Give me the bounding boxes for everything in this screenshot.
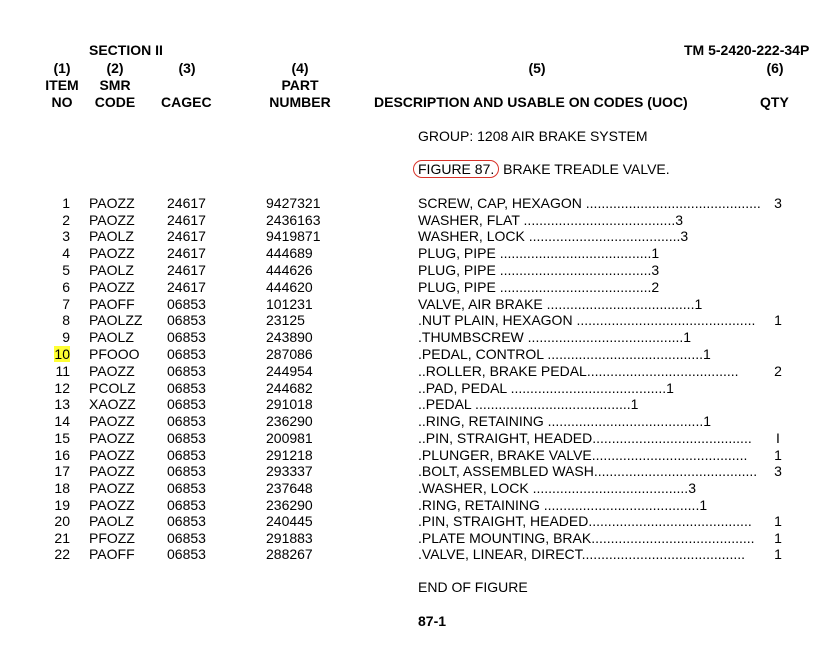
description: .RING, RETAINING ........................................1 — [418, 497, 708, 513]
part-number: 244954 — [266, 363, 313, 379]
part-number: 237648 — [266, 480, 313, 496]
group-line: GROUP: 1208 AIR BRAKE SYSTEM — [418, 128, 648, 144]
description: .PIN, STRAIGHT, HEADED.......................................... — [418, 513, 752, 529]
col3-label: CAGEC — [161, 94, 212, 110]
smr-code: PAOZZ — [89, 463, 135, 479]
cage-code: 06853 — [167, 447, 206, 463]
table-row — [0, 430, 823, 447]
item-no: 8 — [62, 312, 70, 328]
smr-code: PFOZZ — [89, 530, 135, 546]
item-no: 19 — [54, 497, 70, 513]
description: .THUMBSCREW ........................................1 — [418, 329, 692, 345]
cage-code: 06853 — [167, 396, 206, 412]
description: .WASHER, LOCK ........................................3 — [418, 480, 696, 496]
table-row — [0, 497, 823, 514]
part-number: 200981 — [266, 430, 313, 446]
cage-code: 24617 — [167, 195, 206, 211]
description: PLUG, PIPE .......................................3 — [418, 262, 660, 278]
smr-code: PAOZZ — [89, 497, 135, 513]
quantity: 2 — [774, 363, 782, 379]
cage-code: 06853 — [167, 363, 206, 379]
description: VALVE, AIR BRAKE ......................................1 — [418, 296, 703, 312]
cage-code: 06853 — [167, 497, 206, 513]
part-number: 444689 — [266, 245, 313, 261]
description: ..RING, RETAINING ........................................1 — [418, 413, 712, 429]
quantity: 1 — [774, 312, 782, 328]
table-row — [0, 329, 823, 346]
description: .PLATE MOUNTING, BRAK.......................................... — [418, 530, 755, 546]
end-of-figure: END OF FIGURE — [418, 579, 528, 595]
quantity: 3 — [774, 195, 782, 211]
table-row — [0, 513, 823, 530]
part-number: 23125 — [266, 312, 305, 328]
col5-number: (5) — [528, 60, 546, 76]
cage-code: 24617 — [167, 228, 206, 244]
description: .BOLT, ASSEMBLED WASH.......................................... — [418, 463, 758, 479]
part-number: 287086 — [266, 346, 313, 362]
part-number: 236290 — [266, 413, 313, 429]
smr-code: PAOZZ — [89, 480, 135, 496]
smr-code: PAOLZ — [89, 329, 134, 345]
cage-code: 06853 — [167, 380, 206, 396]
table-row — [0, 396, 823, 413]
item-no: 21 — [54, 530, 70, 546]
table-row — [0, 312, 823, 329]
cage-code: 24617 — [167, 212, 206, 228]
col1-number: (1) — [53, 60, 71, 76]
item-no: 20 — [54, 513, 70, 529]
part-number: 291018 — [266, 396, 313, 412]
quantity: 1 — [774, 513, 782, 529]
description: ..PIN, STRAIGHT, HEADED......................................... — [418, 430, 752, 446]
smr-code: PAOZZ — [89, 413, 135, 429]
col2-label-line1: SMR — [99, 77, 131, 93]
part-number: 291883 — [266, 530, 313, 546]
description: .VALVE, LINEAR, DIRECT.......................................... — [418, 546, 746, 562]
col2-label-line2: CODE — [94, 94, 136, 110]
item-no: 13 — [54, 396, 70, 412]
part-number: 236290 — [266, 497, 313, 513]
smr-code: PCOLZ — [89, 380, 136, 396]
item-no — [42, 346, 70, 363]
part-number: 244682 — [266, 380, 313, 396]
table-row — [0, 279, 823, 296]
description: WASHER, FLAT .......................................3 — [418, 212, 684, 228]
smr-code: PAOLZ — [89, 262, 134, 278]
section-title: SECTION II — [89, 42, 163, 58]
part-number: 288267 — [266, 546, 313, 562]
col3-number: (3) — [178, 60, 196, 76]
part-number: 293337 — [266, 463, 313, 479]
item-no: 15 — [54, 430, 70, 446]
tm-number: TM 5-2420-222-34P — [684, 42, 810, 58]
quantity: I — [776, 430, 780, 446]
cage-code: 06853 — [167, 329, 206, 345]
part-number: 9419871 — [266, 228, 321, 244]
item-no: 16 — [54, 447, 70, 463]
item-no: 17 — [54, 463, 70, 479]
item-no: 5 — [62, 262, 70, 278]
smr-code: PAOLZ — [89, 513, 134, 529]
smr-code: PAOLZZ — [89, 312, 143, 328]
cage-code: 06853 — [167, 463, 206, 479]
table-row — [0, 447, 823, 464]
col1-label-line2: NO — [51, 94, 73, 110]
col1-label-line1: ITEM — [45, 77, 79, 93]
col6-number: (6) — [766, 60, 784, 76]
description: WASHER, LOCK .......................................3 — [418, 228, 689, 244]
item-no: 9 — [62, 329, 70, 345]
smr-code: PAOZZ — [89, 245, 135, 261]
part-number: 9427321 — [266, 195, 321, 211]
cage-code: 06853 — [167, 480, 206, 496]
table-row — [0, 530, 823, 547]
item-no: 22 — [54, 546, 70, 562]
highlighted-item-no: 10 — [54, 346, 70, 362]
quantity: 1 — [774, 447, 782, 463]
item-no: 6 — [62, 279, 70, 295]
cage-code: 06853 — [167, 312, 206, 328]
cage-code: 06853 — [167, 546, 206, 562]
part-number: 291218 — [266, 447, 313, 463]
description: .PLUNGER, BRAKE VALVE........................................ — [418, 447, 748, 463]
figure-ref[interactable]: FIGURE 87. — [413, 160, 499, 178]
table-row — [0, 296, 823, 313]
part-number: 444620 — [266, 279, 313, 295]
part-number: 2436163 — [266, 212, 321, 228]
part-number: 243890 — [266, 329, 313, 345]
col4-label-line1: PART — [281, 77, 319, 93]
item-no: 1 — [62, 195, 70, 211]
cage-code: 06853 — [167, 413, 206, 429]
cage-code: 24617 — [167, 279, 206, 295]
table-row — [0, 463, 823, 480]
item-no: 14 — [54, 413, 70, 429]
figure-title: BRAKE TREADLE VALVE. — [499, 161, 670, 177]
table-row — [0, 480, 823, 497]
table-row — [0, 363, 823, 380]
smr-code: PAOZZ — [89, 430, 135, 446]
table-row — [0, 380, 823, 397]
quantity: 3 — [774, 463, 782, 479]
table-row — [0, 245, 823, 262]
table-row — [0, 228, 823, 245]
item-no: 12 — [54, 380, 70, 396]
smr-code: PAOZZ — [89, 212, 135, 228]
item-no: 11 — [55, 363, 70, 379]
part-number: 240445 — [266, 513, 313, 529]
description: ..ROLLER, BRAKE PEDAL....................................... — [418, 363, 739, 379]
cage-code: 24617 — [167, 245, 206, 261]
description: .NUT PLAIN, HEXAGON .............................................. — [418, 312, 756, 328]
item-no: 18 — [54, 480, 70, 496]
cage-code: 06853 — [167, 530, 206, 546]
cage-code: 06853 — [167, 296, 206, 312]
description: SCREW, CAP, HEXAGON ............................................. — [418, 195, 761, 211]
cage-code: 06853 — [167, 346, 206, 362]
smr-code: PAOZZ — [89, 279, 135, 295]
item-no: 4 — [62, 245, 70, 261]
col5-label: DESCRIPTION AND USABLE ON CODES (UOC) — [374, 94, 688, 110]
col4-number: (4) — [291, 60, 309, 76]
quantity: 1 — [774, 546, 782, 562]
table-row — [0, 212, 823, 229]
smr-code: XAOZZ — [89, 396, 136, 412]
cage-code: 06853 — [167, 513, 206, 529]
smr-code: PAOLZ — [89, 228, 134, 244]
description: PLUG, PIPE .......................................2 — [418, 279, 660, 295]
smr-code: PAOZZ — [89, 195, 135, 211]
table-row — [0, 413, 823, 430]
part-number: 101231 — [266, 296, 313, 312]
smr-code: PAOFF — [89, 296, 135, 312]
smr-code: PAOZZ — [89, 363, 135, 379]
table-row — [0, 546, 823, 563]
figure-line — [418, 161, 670, 178]
part-number: 444626 — [266, 262, 313, 278]
table-row — [0, 262, 823, 279]
smr-code: PAOFF — [89, 546, 135, 562]
col4-label-line2: NUMBER — [269, 94, 331, 110]
item-no: 7 — [62, 296, 70, 312]
description: PLUG, PIPE .......................................1 — [418, 245, 660, 261]
description: ..PEDAL ........................................1 — [418, 396, 639, 412]
quantity: 1 — [774, 530, 782, 546]
description: .PEDAL, CONTROL ........................................1 — [418, 346, 711, 362]
page-number: 87-1 — [418, 613, 447, 629]
col6-label: QTY — [760, 94, 789, 110]
table-row-highlighted — [0, 346, 823, 363]
smr-code: PAOZZ — [89, 447, 135, 463]
cage-code: 24617 — [167, 262, 206, 278]
smr-code: PFOOO — [89, 346, 140, 362]
description: ..PAD, PEDAL ........................................1 — [418, 380, 674, 396]
item-no: 3 — [62, 228, 70, 244]
col2-number: (2) — [106, 60, 124, 76]
cage-code: 06853 — [167, 430, 206, 446]
table-row — [0, 195, 823, 212]
item-no: 2 — [62, 212, 70, 228]
